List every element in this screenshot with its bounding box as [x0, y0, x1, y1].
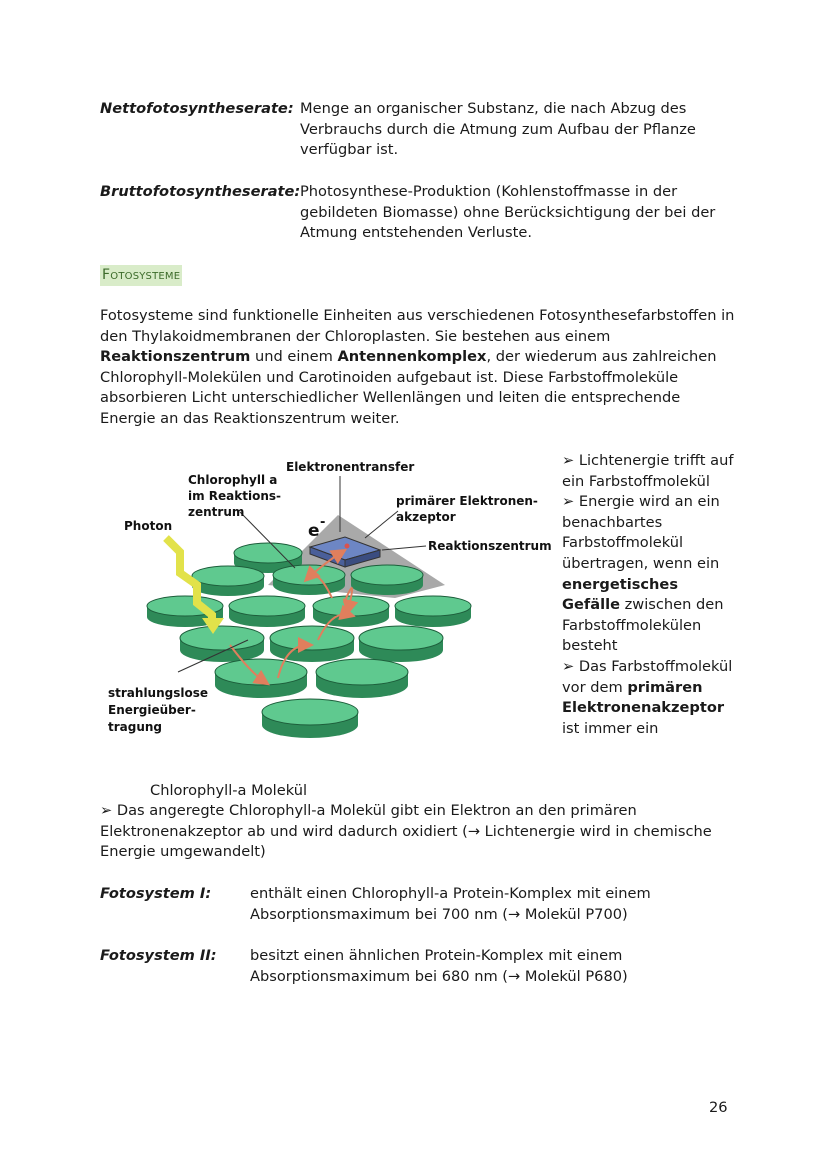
label-photon: Photon [124, 519, 173, 533]
disc [192, 566, 264, 596]
paragraph-bold: Antennenkomplex [337, 348, 487, 366]
paragraph-text: , der wiederum aus zahlreichen Chlorophyll-Molekülen und Carotinoiden aufgebaut ist. Diese Farbstoffmoleküle absorbieren Licht unterschiedlicher Wellenlängen und leiten die entsprechende Energie an das Reaktionszentrum weiter. [100, 348, 717, 427]
label-reaction-center: Reaktionszentrum [428, 539, 552, 553]
step-3-continuation: Chlorophyll-a Molekül [150, 782, 307, 799]
photosystem-diagram [100, 450, 555, 750]
disc [180, 626, 264, 662]
step-text: ➢ Das Farbstoffmolekül vor dem [562, 657, 733, 696]
step-text: ist immer ein [562, 719, 659, 737]
label-electron-transfer: Elektronentransfer [286, 460, 415, 474]
definition-text: Photosynthese-Produktion (Kohlenstoffmasse in der gebildeten Biomasse) ohne Berücksichtigung der bei der Atmung entstehenden Verluste. [300, 183, 716, 242]
disc [351, 565, 423, 595]
disc [262, 699, 358, 738]
label-chlorophyll: zentrum [188, 505, 245, 519]
disc [229, 596, 305, 627]
step-bold: energetisches Gefälle [562, 575, 679, 614]
label-chlorophyll: im Reaktions- [188, 489, 282, 503]
definition-term: Nettofotosyntheserate: [100, 100, 294, 117]
disc [395, 596, 471, 627]
label-radiationless: Energieüber- [108, 703, 196, 717]
definition-text: Menge an organischer Substanz, die nach Abzug des Verbrauchs durch die Atmung zum Aufbau der Pflanze verfügbar ist. [300, 100, 696, 159]
label-acceptor: akzeptor [396, 510, 456, 524]
label-chlorophyll: Chlorophyll a [188, 473, 278, 487]
disc-reaction-center [273, 565, 345, 595]
label-electron-sup: - [320, 515, 326, 530]
step-bold: primären Elektronenakzeptor [562, 678, 725, 717]
paragraph-text: und einem [250, 348, 338, 366]
step-4: ➢ Das angeregte Chlorophyll-a Molekül gibt ein Elektron an den primären Elektronenakzeptor ab und wird dadurch oxidiert (→ Lichtenergie wird in chemische Energie umgewandelt) [100, 802, 712, 861]
step-text: zwischen den Farbstoffmolekülen besteht [562, 596, 724, 655]
steps-column [562, 451, 737, 739]
definition-term: Fotosystem II: [100, 947, 217, 964]
definition-text: besitzt einen ähnlichen Protein-Komplex mit einem Absorptionsmaximum bei 680 nm (→ Molekül P680) [250, 947, 628, 985]
disc [270, 626, 354, 662]
paragraph-text: Fotosysteme sind funktionelle Einheiten aus verschiedenen Fotosynthesefarbstoffen in den Thylakoidmembranen der Chloroplasten. Sie bestehen aus einem [100, 307, 735, 345]
intro-paragraph [100, 306, 740, 430]
definition-term: Bruttofotosyntheserate: [100, 183, 301, 200]
disc [316, 659, 408, 698]
step-1: ➢ Lichtenergie trifft auf ein Farbstoffmolekül [562, 452, 734, 490]
step-2 [562, 492, 737, 657]
page-number: 26 [709, 1099, 728, 1116]
step-text: ➢ Energie wird an ein benachbartes Farbstoffmolekül übertragen, wenn ein [562, 493, 720, 572]
disc [359, 626, 443, 662]
definition-text: enthält einen Chlorophyll-a Protein-Komplex mit einem Absorptionsmaximum bei 700 nm (→ Molekül P700) [250, 885, 651, 923]
step-3 [562, 657, 737, 739]
paragraph-bold: Reaktionszentrum [100, 348, 251, 366]
label-radiationless: strahlungslose [108, 686, 209, 700]
label-radiationless: tragung [108, 720, 163, 734]
label-electron: e [308, 521, 320, 541]
label-acceptor: primärer Elektronen- [396, 494, 538, 508]
section-heading: Fotosysteme [100, 265, 182, 286]
definition-term: Fotosystem I: [100, 885, 212, 902]
